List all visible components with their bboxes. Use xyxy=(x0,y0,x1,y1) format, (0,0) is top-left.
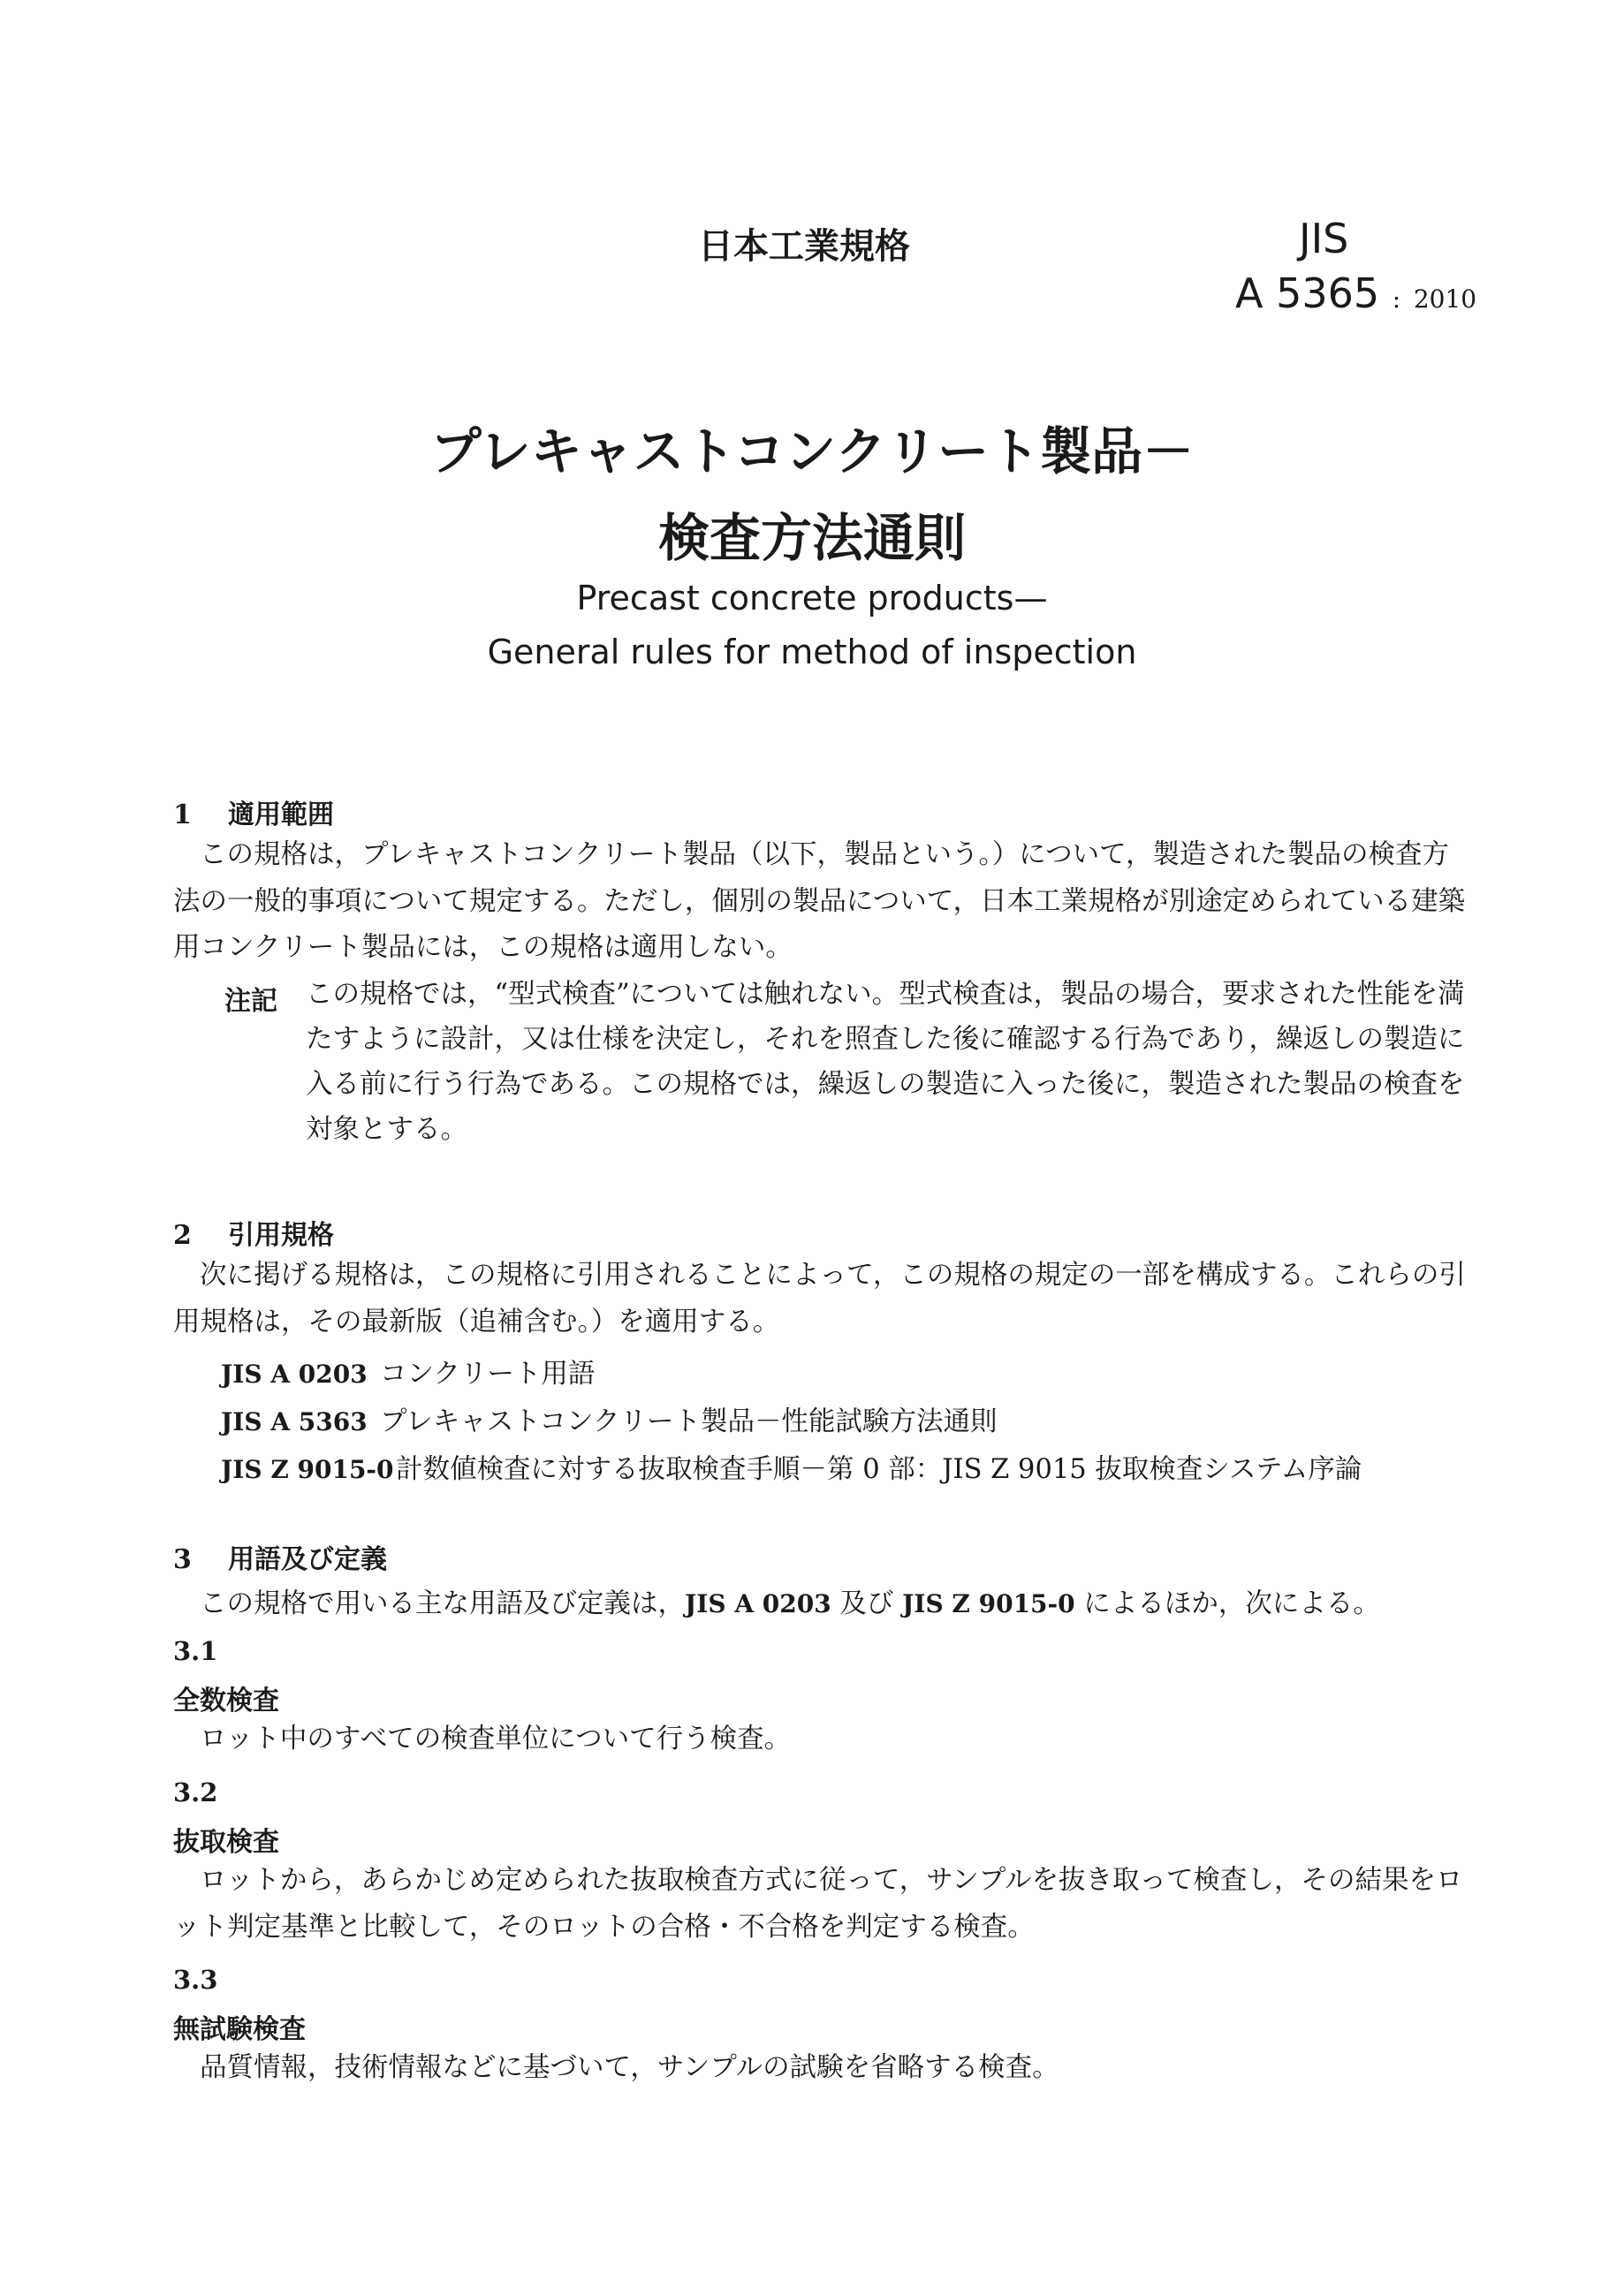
reference-item xyxy=(221,1447,1362,1486)
reference-title: プレキャストコンクリート製品－性能試験方法通則 xyxy=(380,1406,998,1437)
term-title: 抜取検査 xyxy=(173,1827,279,1858)
section-2-body: 次に掲げる規格は，この規格に引用されることによって，この規格の規定の一部を構成する。これらの引用規格は，その最新版（追補含む。）を適用する。 xyxy=(173,1260,1466,1337)
section-3-body-post: によるほか，次による。 xyxy=(1074,1588,1380,1619)
section-3-body-mid: 及び xyxy=(831,1588,903,1619)
reference-item xyxy=(221,1352,595,1390)
section-3-heading xyxy=(173,1537,387,1576)
section-2-heading xyxy=(173,1213,334,1252)
reference-code: JIS A 5363 xyxy=(221,1407,368,1436)
term-title: 全数検査 xyxy=(173,1686,279,1716)
reference-code: JIS Z 9015-0 xyxy=(221,1455,394,1484)
term-definition: ロット中のすべての検査単位について行う検査。 xyxy=(200,1724,792,1754)
note-text: この規格では，“型式検査”については触れない。型式検査は，製品の場合，要求された性能を満たすように設計，又は仕様を決定し，それを照査した後に確認する行為であり，繰返しの製造に入る前に行う行為である。この規格では，繰返しの製造に入った後に，製造された製品の検査を対象とする。 xyxy=(306,979,1465,1145)
jis-label: JIS xyxy=(1299,215,1349,262)
term-number: 3.2 xyxy=(173,1777,218,1807)
title-en-line1: Precast concrete products— xyxy=(576,579,1048,618)
standard-separator: : xyxy=(1392,284,1401,314)
section-2-title: 引用規格 xyxy=(228,1220,334,1251)
section-3-number: 3 xyxy=(173,1544,192,1575)
reference-title: コンクリート用語 xyxy=(380,1359,596,1390)
section-1-title: 適用範囲 xyxy=(228,799,334,830)
section-1-body: この規格は，プレキャストコンクリート製品（以下，製品という。）について，製造された製品の検査方法の一般的事項について規定する。ただし，個別の製品について，日本工業規格が別途定められている建築用コンクリート製品には，この規格は適用しない。 xyxy=(173,839,1466,963)
term-number: 3.1 xyxy=(173,1636,218,1666)
section-3-title: 用語及び定義 xyxy=(228,1544,387,1575)
section-3-ref-1: JIS A 0203 xyxy=(685,1589,831,1618)
standard-year: 2010 xyxy=(1413,284,1477,314)
term-title: 無試験検査 xyxy=(173,2014,306,2045)
section-1-heading xyxy=(173,792,334,831)
term-number: 3.3 xyxy=(173,1965,218,1995)
title-en-line2: General rules for method of inspection xyxy=(487,633,1137,671)
section-3-body xyxy=(200,1581,1380,1620)
standard-org-title: 日本工業規格 xyxy=(698,226,910,267)
reference-code: JIS A 0203 xyxy=(221,1360,368,1389)
section-3-body-pre: この規格で用いる主な用語及び定義は， xyxy=(200,1588,685,1619)
section-1-number: 1 xyxy=(173,799,192,830)
reference-title: 計数値検査に対する抜取検査手順－第 0 部：JIS Z 9015 抜取検査システム序論 xyxy=(396,1454,1362,1485)
section-3-ref-2: JIS Z 9015-0 xyxy=(902,1589,1075,1618)
reference-item xyxy=(221,1399,997,1438)
note-label: 注記 xyxy=(224,986,277,1017)
standard-number-line xyxy=(1235,269,1476,317)
section-2-number: 2 xyxy=(173,1220,192,1251)
term-definition: 品質情報，技術情報などに基づいて，サンプルの試験を省略する検査。 xyxy=(200,2052,1059,2083)
title-jp-line2: 検査方法通則 xyxy=(657,508,966,568)
term-definition: ロットから，あらかじめ定められた抜取検査方式に従って，サンプルを抜き取って検査し，その結果をロット判定基準と比較して，そのロットの合格・不合格を判定する検査。 xyxy=(173,1865,1463,1943)
title-jp-line1: プレキャストコンクリート製品－ xyxy=(429,421,1195,481)
standard-number: A 5365 xyxy=(1235,269,1380,317)
